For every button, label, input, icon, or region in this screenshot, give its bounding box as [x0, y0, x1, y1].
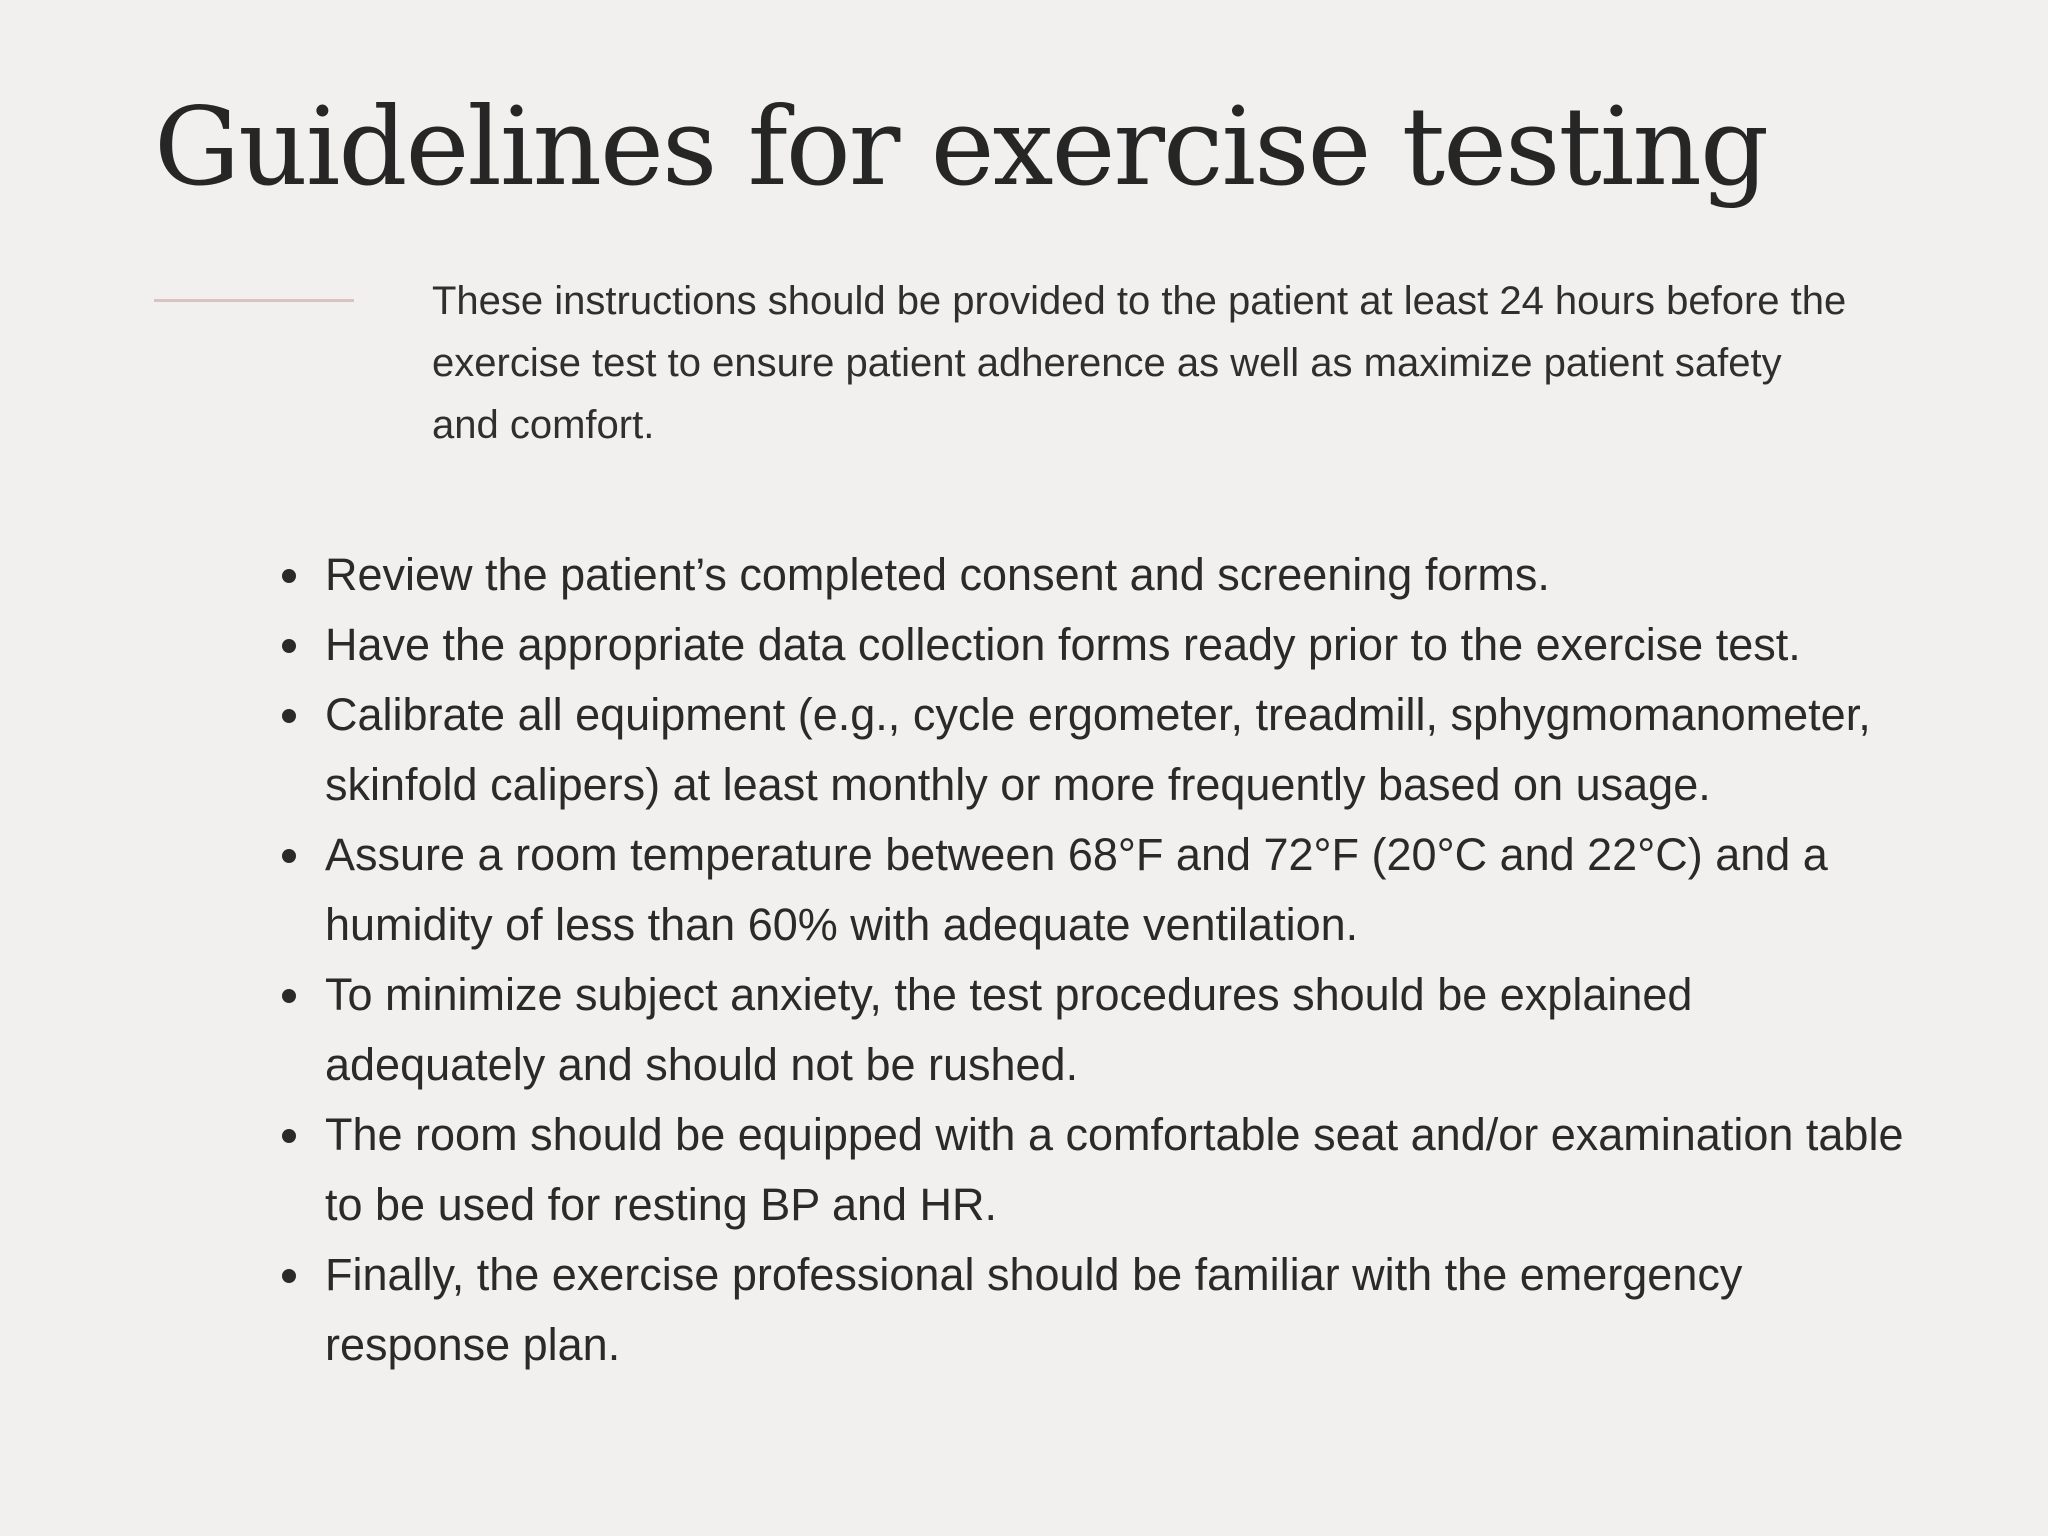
list-item-text: The room should be equipped with a comfortable seat and/or examination table to be used for resting BP and HR.	[325, 1109, 1904, 1230]
accent-divider	[154, 299, 354, 302]
list-item	[270, 540, 1910, 610]
list-item-text: Finally, the exercise professional should be familiar with the emergency response plan.	[325, 1249, 1743, 1370]
list-item-text: To minimize subject anxiety, the test procedures should be explained adequately and should not be rushed.	[325, 969, 1693, 1090]
list-item-text: Calibrate all equipment (e.g., cycle ergometer, treadmill, sphygmomanometer, skinfold calipers) at least monthly or more frequently based on usage.	[325, 689, 1871, 810]
bullet-icon	[282, 709, 296, 723]
list-item	[270, 960, 1910, 1100]
list-item	[270, 680, 1910, 820]
page-title: Guidelines for exercise testing	[154, 85, 1768, 210]
list-item	[270, 820, 1910, 960]
bullet-icon	[282, 1129, 296, 1143]
bullet-icon	[282, 1269, 296, 1283]
list-item	[270, 1100, 1910, 1240]
bullet-icon	[282, 849, 296, 863]
list-item	[270, 1240, 1910, 1380]
list-item-text: Assure a room temperature between 68°F and 72°F (20°C and 22°C) and a humidity of less than 60% with adequate ventilation.	[325, 829, 1828, 950]
list-item-text: Have the appropriate data collection forms ready prior to the exercise test.	[325, 619, 1801, 670]
bullet-icon	[282, 989, 296, 1003]
guidelines-list	[270, 540, 1910, 1380]
bullet-icon	[282, 569, 296, 583]
intro-paragraph: These instructions should be provided to the patient at least 24 hours before the exercise test to ensure patient adherence as well as maximize patient safety and comfort.	[432, 279, 1847, 447]
bullet-icon	[282, 639, 296, 653]
list-item	[270, 610, 1910, 680]
list-item-text: Review the patient’s completed consent and screening forms.	[325, 549, 1550, 600]
